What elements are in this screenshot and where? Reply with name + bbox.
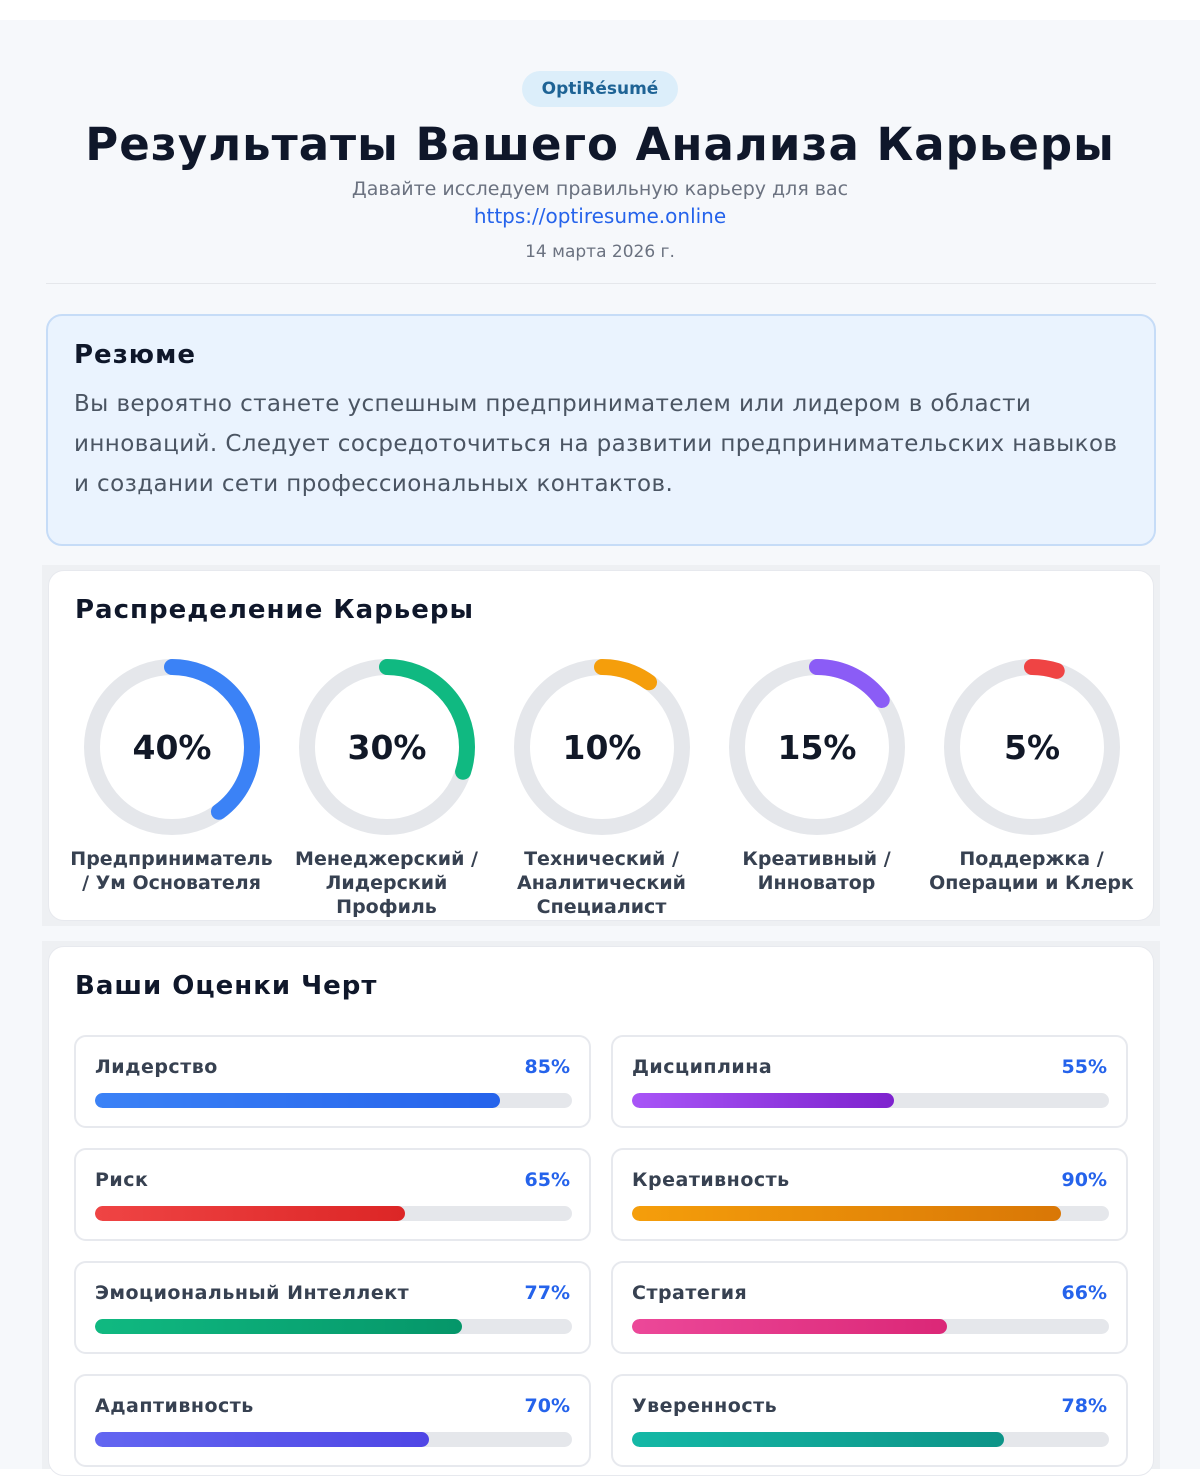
trait-card <box>74 1261 591 1354</box>
trait-card <box>74 1148 591 1241</box>
donut-item <box>924 659 1139 919</box>
trait-percent: 70% <box>524 1395 570 1417</box>
trait-card <box>611 1261 1128 1354</box>
donut-item <box>64 659 279 919</box>
trait-progress-track <box>632 1206 1109 1221</box>
header-divider <box>46 283 1156 284</box>
report-date: 14 марта 2026 г. <box>525 242 675 262</box>
trait-percent: 77% <box>524 1282 570 1304</box>
trait-name: Эмоциональный Интеллект <box>95 1282 410 1304</box>
donut-item <box>494 659 709 919</box>
website-link[interactable]: https://optiresume.online <box>473 204 727 228</box>
trait-progress-fill <box>632 1432 1004 1447</box>
trait-progress-fill <box>95 1206 405 1221</box>
trait-progress-track <box>95 1206 572 1221</box>
trait-progress-fill <box>95 1319 462 1334</box>
trait-card <box>611 1374 1128 1467</box>
brand-badge: OptiRésumé <box>522 71 678 107</box>
trait-progress-fill <box>632 1319 947 1334</box>
summary-card <box>46 314 1156 546</box>
trait-card <box>611 1035 1128 1128</box>
trait-progress-fill <box>632 1093 894 1108</box>
trait-name: Дисциплина <box>632 1056 773 1078</box>
page-title: Результаты Вашего Анализа Карьеры <box>85 118 1115 171</box>
donut-label: Технический / Аналитический Специалист <box>517 848 686 918</box>
trait-percent: 90% <box>1061 1169 1107 1191</box>
donut-label: Менеджерский / Лидерский Профиль <box>295 848 478 918</box>
trait-name: Риск <box>95 1169 149 1191</box>
page <box>0 20 1200 1469</box>
donut-label: Поддержка / Операции и Клерк <box>929 848 1134 894</box>
trait-name: Лидерство <box>95 1056 218 1078</box>
trait-progress-fill <box>632 1206 1061 1221</box>
trait-progress-fill <box>95 1093 500 1108</box>
trait-progress-track <box>632 1432 1109 1447</box>
donut-value: 5% <box>1003 727 1061 767</box>
trait-percent: 66% <box>1061 1282 1107 1304</box>
donut-item <box>709 659 924 919</box>
trait-progress-track <box>632 1093 1109 1108</box>
trait-scores-card <box>48 946 1154 1476</box>
donut-item <box>279 659 494 919</box>
trait-name: Адаптивность <box>95 1395 254 1417</box>
trait-card <box>611 1148 1128 1241</box>
trait-progress-track <box>95 1319 572 1334</box>
trait-progress-track <box>632 1319 1109 1334</box>
distribution-title: Распределение Карьеры <box>75 595 475 625</box>
traits-title: Ваши Оценки Черт <box>75 971 378 1001</box>
trait-name: Уверенность <box>632 1395 778 1417</box>
page-subtitle: Давайте исследуем правильную карьеру для вас <box>351 178 849 200</box>
trait-percent: 55% <box>1061 1056 1107 1078</box>
trait-name: Креативность <box>632 1169 790 1191</box>
trait-progress-track <box>95 1093 572 1108</box>
career-distribution-card <box>48 570 1154 921</box>
summary-title: Резюме <box>74 340 196 370</box>
donut-value: 40% <box>132 727 212 767</box>
trait-percent: 85% <box>524 1056 570 1078</box>
trait-name: Стратегия <box>632 1282 748 1304</box>
trait-percent: 78% <box>1061 1395 1107 1417</box>
donut-value: 10% <box>562 727 642 767</box>
trait-progress-track <box>95 1432 572 1447</box>
trait-percent: 65% <box>524 1169 570 1191</box>
trait-card <box>74 1035 591 1128</box>
summary-text: Вы вероятно станете успешным предпринимателем или лидером в области инноваций. Следует сосредоточиться на развитии предпринимательских навыков и создании сети профессиональных контактов. <box>74 391 1118 497</box>
trait-card <box>74 1374 591 1467</box>
donut-value: 15% <box>777 727 857 767</box>
donut-label: Креативный / Инноватор <box>742 848 891 894</box>
trait-progress-fill <box>95 1432 429 1447</box>
donut-value: 30% <box>347 727 427 767</box>
donut-label: Предприниматель / Ум Основателя <box>70 848 273 894</box>
